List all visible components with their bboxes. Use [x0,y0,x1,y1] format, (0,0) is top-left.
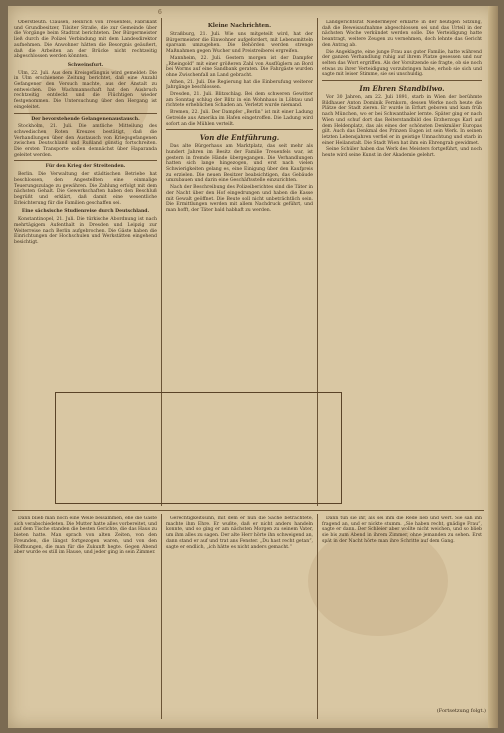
article-paragraph: Seine Schüler haben das Werk des Meisters fortgeführt, und noch heute wird seine Kunst in der Akademie gelehrt. [322,147,482,159]
boxed-section-frame [55,392,342,504]
article-title: Von die Entführung. [199,133,280,143]
serial-paragraph: Dann blieb man noch eine Weile beisammen, ehe die Gäste sich verabschiedeten. Die Mutter hatte alles vorbereitet, und auf dem Tische standen die besten Gerichte, die das Haus zu bieten hatte. Man sprach von alten Zeiten, von den Freunden, die längst fortgezogen waren, und von den Hoffnungen, die man für die Zukunft hegte. Gegen Abend aber wurde es still im Hause, und jeder ging in sein Zimmer. [14,516,157,556]
serial-paragraph: Gerechtigkeitssinn, mit dem er nun die Sache betrachtete, machte ihm Ehre. Er wußte, daß er nicht anders handeln konnte, und so ging er am nächsten Morgen zu seinem Vater, um ihm alles zu sagen. Der alte Herr hörte ihn schweigend an, dann stand er auf und trat ans Fenster. „Du hast recht getan“, sagte er endlich, „ich hätte es nicht anders gemacht.“ [166,516,313,550]
column-3 [322,20,482,505]
column-rule [317,514,318,719]
article-paragraph: Landgerichtsrat Niedermeyer erklärte in der heutigen Sitzung, daß die Beweisaufnahme abgeschlossen sei und das Urteil in der nächsten Woche verkündet werden solle. Die Verteidigung hatte beantragt, weitere Zeugen zu vernehmen, doch lehnte das Gericht den Antrag ab. [322,20,482,48]
section-heading: Kleine Nachrichten. [207,23,272,29]
article-paragraph: Oberstleutn. Clausen, Heinrich von Treuenfels, Fabrikant und Grundbesitzer, Tilsiter Straße, die zur Gemeinde über die Vorgänge beim Stadtrat berichteten. Der Bürgermeister ließ durch die Polizei Verbindung mit dem Landesdirektor aufnehmen. Die Anwohner hätten die Besorgnis geäußert, daß die Arbeiten an der Brücke nicht rechtzeitig abgeschlossen werden könnten. [14,20,157,60]
article-paragraph: Nach der Beschreibung des Polizeiberichtes sind die Täter in der Nacht über den Hof eingedrungen und haben die Kasse mit Gewalt geöffnet. Die Beute soll nicht unbeträchtlich sein. Die Ermittlungen werden mit allem Nachdruck geführt, und man hofft, der Täter bald habhaft zu werden. [166,185,313,213]
article-paragraph: Konstantinopel, 21. Juli. Die türkische Abordnung ist nach mehrtägigem Aufenthalt in Dresden und Leipzig zur Weiterreise nach Berlin aufgebrochen. Die Gäste haben die Einrichtungen der Hochschulen und Werkstätten eingehend besichtigt. [14,217,157,245]
article-heading: Der bevorstehende Gelangenenaustausch. [31,116,140,122]
article-heading: Eine sächsische Studienreise durch Deutschland. [21,209,150,215]
article-paragraph: Stockholm, 21. Juli. Die amtliche Mitteilung des schwedischen Roten Kreuzes bestätigt, daß die Verhandlungen über den Austausch von Kriegsgefangenen zwischen Deutschland und Rußland günstig fortschreiten. Die ersten Transporte sollen demnächst über Haparanda geleitet werden. [14,124,157,158]
column-1 [14,20,157,390]
article-paragraph: Berlin. Die Verwaltung der städtischen Betriebe hat beschlossen, den Angestellten eine einmalige Teuerungszulage zu gewähren. Die Zahlung erfolgt mit dem nächsten Gehalt. Die Gewerkschaften haben den Beschluß begrüßt und erklärt, daß damit eine wesentliche Erleichterung für die Familien geschaffen sei. [14,172,157,206]
feuilleton-rule [12,510,484,511]
serial-column-2 [166,516,313,716]
article-paragraph: Athen, 21. Juli. Die Regierung hat die Einberufung weiterer Jahrgänge beschlossen. [166,79,313,91]
continued-note: (Fortsetzung folgt.) [436,708,486,714]
divider [14,160,157,161]
serial-column-1 [14,516,157,716]
article-paragraph: Das alte Bürgerhaus am Marktplatz, das seit mehr als hundert Jahren im Besitz der Familie Treuenfels war, ist gestern in fremde Hände übergegangen. Die Verhandlungen hatten sich lange hingezogen, und erst nach vielen Schwierigkeiten gelang es, eine Einigung über den Kaufpreis zu erzielen. Die neuen Besitzer beabsichtigen, das Gebäude umzubauen und darin eine Geschäftsstelle einzurichten. [166,144,313,184]
article-paragraph: Dresden, 21. Juli. Blitzschlag. Bei dem schweren Gewitter am Sonntag schlug der Blitz in ein Wohnhaus in Löbtau und richtete erheblichen Schaden an. Verletzt wurde niemand. [166,92,313,109]
page-number: 6 [158,9,162,16]
page-edge [488,6,498,728]
article-heading: Für den Krieg der Streitenden. [45,164,126,170]
divider [166,129,313,130]
article-heading: Schweinsfurt. [67,62,104,68]
article-title: Im Ehren Standbilwo. [359,84,445,94]
article-paragraph: Mannheim, 22. Juli. Gestern morgen ist der Dampfer „Rheingold“ mit einer größeren Zahl von Ausflüglern an Bord bei Worms auf eine Sandbank geraten. Die Fahrgäste wurden ohne Zwischenfall an Land gebracht. [166,55,313,78]
serial-column-3 [322,516,482,696]
newspaper-page [8,6,498,728]
article-paragraph: Ulm, 22. Juli. Aus dem Kreisgefängnis wird gemeldet: Die in Ulm erschienene Zeitung berichtet, daß eine Anzahl Gefangener den Versuch machte, aus der Anstalt zu entweichen. Die Wachmannschaft hat den Ausbruch rechtzeitig entdeckt und die Flüchtigen wieder festgenommen. Die Untersuchung über den Hergang ist eingeleitet. [14,70,157,110]
divider [322,80,482,81]
article-paragraph: Bremen, 22. Juli. Der Dampfer „Berlin“ ist mit einer Ladung Getreide aus Amerika im Hafen eingetroffen. Die Ladung wird sofort an die Mühlen verteilt. [166,110,313,127]
article-paragraph: Die Angeklagte, eine junge Frau aus guter Familie, hatte während der ganzen Verhandlung ruhig auf ihrem Platze gesessen und nur selten das Wort ergriffen. Als der Vorsitzende sie fragte, ob sie noch etwas zu ihrer Verteidigung vorzubringen habe, erhob sie sich und sagte mit leiser Stimme, sie sei unschuldig. [322,49,482,78]
column-rule [161,514,162,719]
article-paragraph: Straßburg, 21. Juli. Wie uns mitgeteilt wird, hat der Bürgermeister die Einwohner aufgefordert, mit Lebensmitteln sparsam umzugehen. Die Behörden werden strenge Maßnahmen gegen Wucher und Preistreiberei ergreifen. [166,32,313,55]
divider [14,113,157,114]
article-paragraph: Vor 30 Jahren, am 22. Juli 1891, starb in Wien der berühmte Bildhauer Anton Dominik Fernkorn, dessen Werke noch heute die Plätze der Stadt zieren. Er wurde in Erfurt geboren und kam früh nach München, wo er bei Schwanthaler lernte. Später ging er nach Wien und schuf dort das Reiterstandbild des Erzherzogs Karl auf dem Heldenplatz, das als eines der schönsten Denkmäler Europas gilt. Auch das Denkmal des Prinzen Eugen ist sein Werk. In seinen letzten Lebensjahren verfiel er in geistige Umnachtung und starb in einer Heilanstalt. Die Stadt Wien hat ihm ein Ehrengrab gewidmet. [322,95,482,146]
serial-paragraph: Dann tun sie ihr, als sei ihm die Rede lieb und wert. Sie sah ihn fragend an, und er nickte stumm. „Sie haben recht, gnädige Frau“, sagte er dann. Der Schleier aber wollte nicht weichen, und so blieb sie bis zum Abend in ihrem Zimmer, ohne jemanden zu sehen. Erst spät in der Nacht hörte man ihre Schritte auf dem Gang. [322,516,482,544]
